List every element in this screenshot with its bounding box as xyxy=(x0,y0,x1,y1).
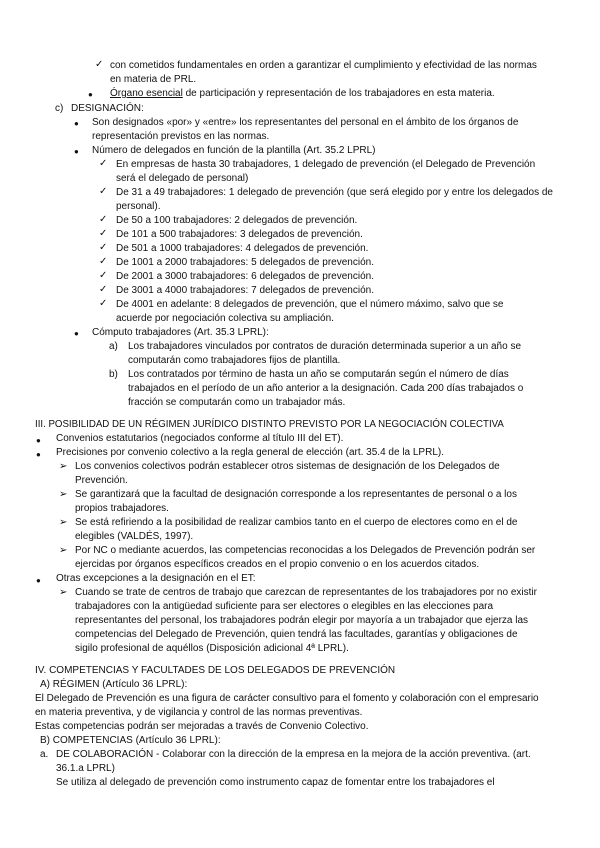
bullet-icon: ● xyxy=(36,576,41,585)
list-label: a) xyxy=(109,341,118,352)
check-icon: ✓ xyxy=(99,228,108,239)
text-line: DE COLABORACIÓN - Colaborar con la dirección de la empresa en la mejora de la acción preventiva. (art. xyxy=(56,749,531,760)
text-line: sigilo profesional de aquéllos (Disposición adicional 4ª LPRL). xyxy=(75,643,349,654)
text-line: acuerde por negociación colectiva su ampliación. xyxy=(116,313,334,324)
check-icon: ✓ xyxy=(99,242,108,253)
arrow-icon: ➢ xyxy=(59,461,68,472)
text-line: Precisiones por convenio colectivo a la regla general de elección (art. 35.4 de la LPRL). xyxy=(56,447,444,458)
text-line: Convenios estatutarios (negociados conforme al título III del ET). xyxy=(56,433,344,444)
text-line: Otras excepciones a la designación en el ET: xyxy=(56,573,256,584)
check-icon: ✓ xyxy=(99,214,108,225)
bullet-icon: ● xyxy=(74,119,79,128)
text-line: Se garantizará que la facultad de designación corresponde a los representantes de personal o a los xyxy=(75,489,517,500)
text-line: en materia preventiva, y de vigilancia y control de las normas preventivas. xyxy=(35,707,363,718)
bullet-icon: ● xyxy=(74,329,79,338)
arrow-icon: ➢ xyxy=(59,587,68,598)
text-line: Por NC o mediante acuerdos, las competencias reconocidas a los Delegados de Prevención podrán ser xyxy=(75,545,536,556)
text-line xyxy=(110,87,495,101)
text-line: elegibles (VALDÉS, 1997). xyxy=(75,531,194,542)
text-line: Cómputo trabajadores (Art. 35.3 LPRL): xyxy=(92,327,269,338)
underlined-term: Órgano esencial xyxy=(110,88,183,99)
bullet-icon: ● xyxy=(36,450,41,459)
list-label: b) xyxy=(109,369,118,380)
section-heading: DESIGNACIÓN: xyxy=(71,103,144,114)
text-line: Se está refiriendo a la posibilidad de realizar cambios tanto en el cuerpo de electores como en el de xyxy=(75,517,518,528)
text-line: De 31 a 49 trabajadores: 1 delegado de prevención (que será elegido por y entre los delegados de xyxy=(116,187,553,198)
bullet-icon: ● xyxy=(88,90,93,99)
arrow-icon: ➢ xyxy=(59,489,68,500)
text-line: representantes del personal, los trabajadores podrán elegir por mayoría a un trabajador que ejerza las xyxy=(75,615,529,626)
section-heading: IV. COMPETENCIAS Y FACULTADES DE LOS DELEGADOS DE PREVENCIÓN xyxy=(35,665,396,676)
text-line: De 3001 a 4000 trabajadores: 7 delegados de prevención. xyxy=(116,285,374,296)
text-line: En empresas de hasta 30 trabajadores, 1 delegado de prevención (el Delegado de Prevención xyxy=(116,159,536,170)
text-line: De 101 a 500 trabajadores: 3 delegados de prevención. xyxy=(116,229,363,240)
text-line: De 2001 a 3000 trabajadores: 6 delegados de prevención. xyxy=(116,271,374,282)
text-line: Los contratados por término de hasta un año se computarán según el número de días xyxy=(128,369,509,380)
text-line: Los convenios colectivos podrán establecer otros sistemas de designación de los Delegados de xyxy=(75,461,500,472)
section-heading: III. POSIBILIDAD DE UN RÉGIMEN JURÍDICO DISTINTO PREVISTO POR LA NEGOCIACIÓN COLECTIVA xyxy=(35,419,504,430)
text-line: trabajadores con la antigüedad suficiente para ser electores o elegibles en las elecciones para xyxy=(75,601,494,612)
check-icon: ✓ xyxy=(99,158,108,169)
section-label: c) xyxy=(55,103,64,114)
text-line: Son designados «por» y «entre» los representantes del personal en el ámbito de los órganos de xyxy=(92,117,519,128)
check-icon: ✓ xyxy=(99,270,108,281)
text-line: 36.1.a LPRL) xyxy=(56,763,115,774)
arrow-icon: ➢ xyxy=(59,545,68,556)
text-run: de participación y representación de los trabajadores en esta materia. xyxy=(182,88,495,99)
subsection-heading: A) RÉGIMEN (Artículo 36 LPRL): xyxy=(40,679,188,690)
text-line: Se utiliza al delegado de prevención como instrumento capaz de fomentar entre los trabajadores el xyxy=(56,777,495,788)
text-line: en materia de PRL. xyxy=(110,74,197,85)
bullet-icon: ● xyxy=(36,436,41,445)
check-icon: ✓ xyxy=(99,186,108,197)
text-line: Número de delegados en función de la plantilla (Art. 35.2 LPRL) xyxy=(92,145,376,156)
text-line: De 50 a 100 trabajadores: 2 delegados de prevención. xyxy=(116,215,358,226)
text-line: Los trabajadores vinculados por contratos de duración determinada superior a un año se xyxy=(128,341,522,352)
text-line: con cometidos fundamentales en orden a garantizar el cumplimiento y efectividad de las normas xyxy=(110,60,537,71)
text-line: Prevención. xyxy=(75,475,128,486)
subsection-heading: B) COMPETENCIAS (Artículo 36 LPRL): xyxy=(40,735,221,746)
text-line: será el delegado de personal) xyxy=(116,173,249,184)
text-line: personal). xyxy=(116,201,161,212)
arrow-icon: ➢ xyxy=(59,517,68,528)
list-label: a. xyxy=(40,749,49,760)
text-line: De 1001 a 2000 trabajadores: 5 delegados de prevención. xyxy=(116,257,374,268)
check-icon: ✓ xyxy=(99,284,108,295)
text-line: computarán como trabajadores fijos de plantilla. xyxy=(128,355,341,366)
text-line: De 501 a 1000 trabajadores: 4 delegados de prevención. xyxy=(116,243,369,254)
check-icon: ✓ xyxy=(99,256,108,267)
text-line: Cuando se trate de centros de trabajo que carezcan de representantes de los trabajadores por no existir xyxy=(75,587,537,598)
text-line: El Delegado de Prevención es una figura de carácter consultivo para el fomento y colaboración con el empresario xyxy=(35,693,539,704)
text-line: trabajados en el período de un año anterior a la designación. Cada 200 días trabajados o xyxy=(128,383,524,394)
text-line: fracción se computarán como un trabajador más. xyxy=(128,397,346,408)
text-line: representación previstos en las normas. xyxy=(92,131,270,142)
text-line: De 4001 en adelante: 8 delegados de prevención, que el número máximo, salvo que se xyxy=(116,299,504,310)
check-icon: ✓ xyxy=(95,59,104,70)
check-icon: ✓ xyxy=(99,298,108,309)
text-line: propios trabajadores. xyxy=(75,503,169,514)
text-line: Estas competencias podrán ser mejoradas a través de Convenio Colectivo. xyxy=(35,721,369,732)
bullet-icon: ● xyxy=(74,147,79,156)
text-line: competencias del Delegado de Prevención, quien tendrá las facultades, garantías y obligaciones de xyxy=(75,629,518,640)
text-line: ejercidas por órganos específicos creados en el propio convenio o en los acuerdos citados. xyxy=(75,559,480,570)
